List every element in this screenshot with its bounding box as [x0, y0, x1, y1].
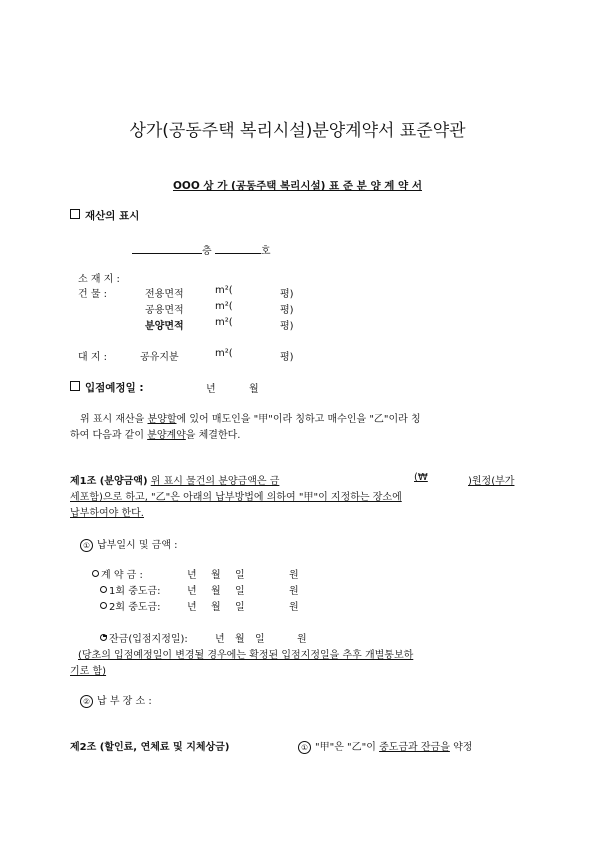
payment-row — [92, 566, 143, 581]
article2-text-a: "甲"은 "乙"이 — [315, 742, 380, 753]
bullet-icon — [100, 602, 107, 609]
payment-row — [100, 582, 161, 597]
property-heading-text: 재산의 표시 — [85, 210, 140, 222]
intro-text: 하여 다음과 같이 — [70, 430, 148, 441]
move-in-heading-text: 입점예정일 : — [85, 382, 144, 394]
common-area-label: 공용면적 — [145, 305, 184, 316]
payment-schedule-heading — [80, 536, 178, 552]
balance-row — [100, 630, 188, 645]
document-title: 상가(공동주택 복리시설)분양계약서 표준약관 — [129, 121, 466, 141]
property-heading — [70, 208, 139, 223]
sale-area-label: 분양면적 — [145, 321, 184, 332]
article2-line-1 — [70, 738, 229, 753]
won-symbol: (₩ — [414, 472, 428, 483]
payment-label: 계 약 금 : — [101, 570, 143, 581]
unit-blank — [215, 242, 261, 254]
move-in-heading — [70, 380, 144, 395]
payment-year: 년 — [187, 602, 197, 613]
article1-won-symbol — [414, 472, 428, 483]
exclusive-area-pyeong: 평) — [280, 289, 294, 300]
exclusive-area-unit: m²( — [215, 285, 233, 296]
unit-label: 호 — [260, 246, 271, 257]
payment-month: 월 — [211, 602, 221, 613]
note-text: (당초의 입점예정일이 변경될 경우에는 확정된 입점지정일을 추후 개별통보하 — [78, 650, 414, 661]
article2-title: 제2조 (할인료, 연체료 및 지체상금) — [70, 742, 230, 753]
balance-day: 일 — [255, 634, 265, 645]
payment-day: 일 — [235, 570, 245, 581]
article1-line-1 — [70, 472, 279, 487]
common-area-pyeong: 평) — [280, 305, 294, 316]
article1-line1-tail — [468, 472, 514, 487]
note-text: 기로 함) — [70, 666, 107, 677]
intro-text: 에 있어 매도인을 "甲"이라 칭하고 매수인을 "乙"이라 칭 — [176, 414, 421, 425]
note-line-2 — [70, 662, 106, 677]
land-area-pyeong: 평) — [280, 352, 294, 363]
intro-text: 위 표시 재산을 — [80, 414, 148, 425]
land-area-unit: m²( — [215, 348, 233, 359]
checkbox-square-icon — [70, 209, 80, 219]
contract-title — [0, 178, 595, 193]
bullet-icon — [100, 586, 107, 593]
exclusive-area-label: 전용면적 — [145, 289, 184, 300]
intro-text: 을 체결한다. — [185, 430, 241, 441]
payment-year: 년 — [187, 570, 197, 581]
payment-won: 원 — [289, 602, 299, 613]
floor-label: 층 — [202, 246, 212, 257]
article2-text — [298, 738, 472, 754]
payment-label: 1회 중도금: — [109, 586, 161, 597]
payment-won: 원 — [289, 570, 299, 581]
payment-schedule-label: 납부일시 및 금액 : — [97, 540, 178, 551]
intro-underlined: 분양할 — [147, 414, 177, 425]
article2-underlined: 중도금과 잔금을 — [379, 742, 450, 753]
payment-year: 년 — [187, 586, 197, 597]
note-line-1 — [78, 646, 413, 661]
checkbox-square-icon — [70, 381, 80, 391]
article2-text-c: 약정 — [449, 742, 473, 753]
intro-line-1 — [80, 410, 421, 425]
payment-day: 일 — [235, 586, 245, 597]
payment-month: 월 — [211, 570, 221, 581]
payment-label: 2회 중도금: — [109, 602, 161, 613]
land-share-label: 공유지분 — [140, 352, 179, 363]
move-in-month: 월 — [249, 384, 259, 395]
article1-text: 세포함)으로 하고, "乙"은 아래의 납부방법에 의하여 "甲"이 지정하는 장소에 — [70, 492, 402, 503]
circled-number-icon: ② — [80, 695, 93, 708]
sale-area-pyeong: 평) — [280, 321, 294, 332]
circled-number-icon: ① — [298, 741, 311, 754]
location-label: 소 재 지 : — [78, 274, 120, 285]
article1-line-3 — [70, 504, 144, 519]
floor-unit-line — [132, 242, 271, 257]
article1-title: 제1조 (분양금액) — [70, 476, 148, 487]
bullet-icon — [92, 570, 99, 577]
bullet-icon — [100, 634, 107, 641]
payment-place — [80, 692, 152, 708]
balance-label: 잔금(입점지정일): — [109, 634, 188, 645]
article1-line-2 — [70, 488, 402, 503]
intro-line-2 — [70, 426, 240, 441]
payment-won: 원 — [289, 586, 299, 597]
land-label: 대 지 : — [78, 352, 108, 363]
common-area-unit: m²( — [215, 301, 233, 312]
article1-text: )원정(부가 — [468, 476, 515, 487]
payment-month: 월 — [211, 586, 221, 597]
article1-text: 납부하여야 한다. — [70, 508, 144, 519]
balance-month: 월 — [235, 634, 245, 645]
contract-title-text: OOO 상 가 (공동주택 복리시설) 표 준 분 양 계 약 서 — [172, 180, 423, 192]
payment-row — [100, 598, 161, 613]
move-in-year: 년 — [206, 384, 216, 395]
sale-area-unit: m²( — [215, 317, 233, 328]
balance-won: 원 — [297, 634, 307, 645]
payment-day: 일 — [235, 602, 245, 613]
floor-blank — [132, 242, 202, 254]
building-label: 건 물 : — [78, 289, 108, 300]
intro-underlined: 분양계약 — [147, 430, 186, 441]
payment-place-label: 납 부 장 소 : — [97, 696, 152, 707]
article1-text: 위 표시 물건의 분양금액은 금 — [150, 476, 280, 487]
circled-number-icon: ① — [80, 539, 93, 552]
balance-year: 년 — [215, 634, 225, 645]
